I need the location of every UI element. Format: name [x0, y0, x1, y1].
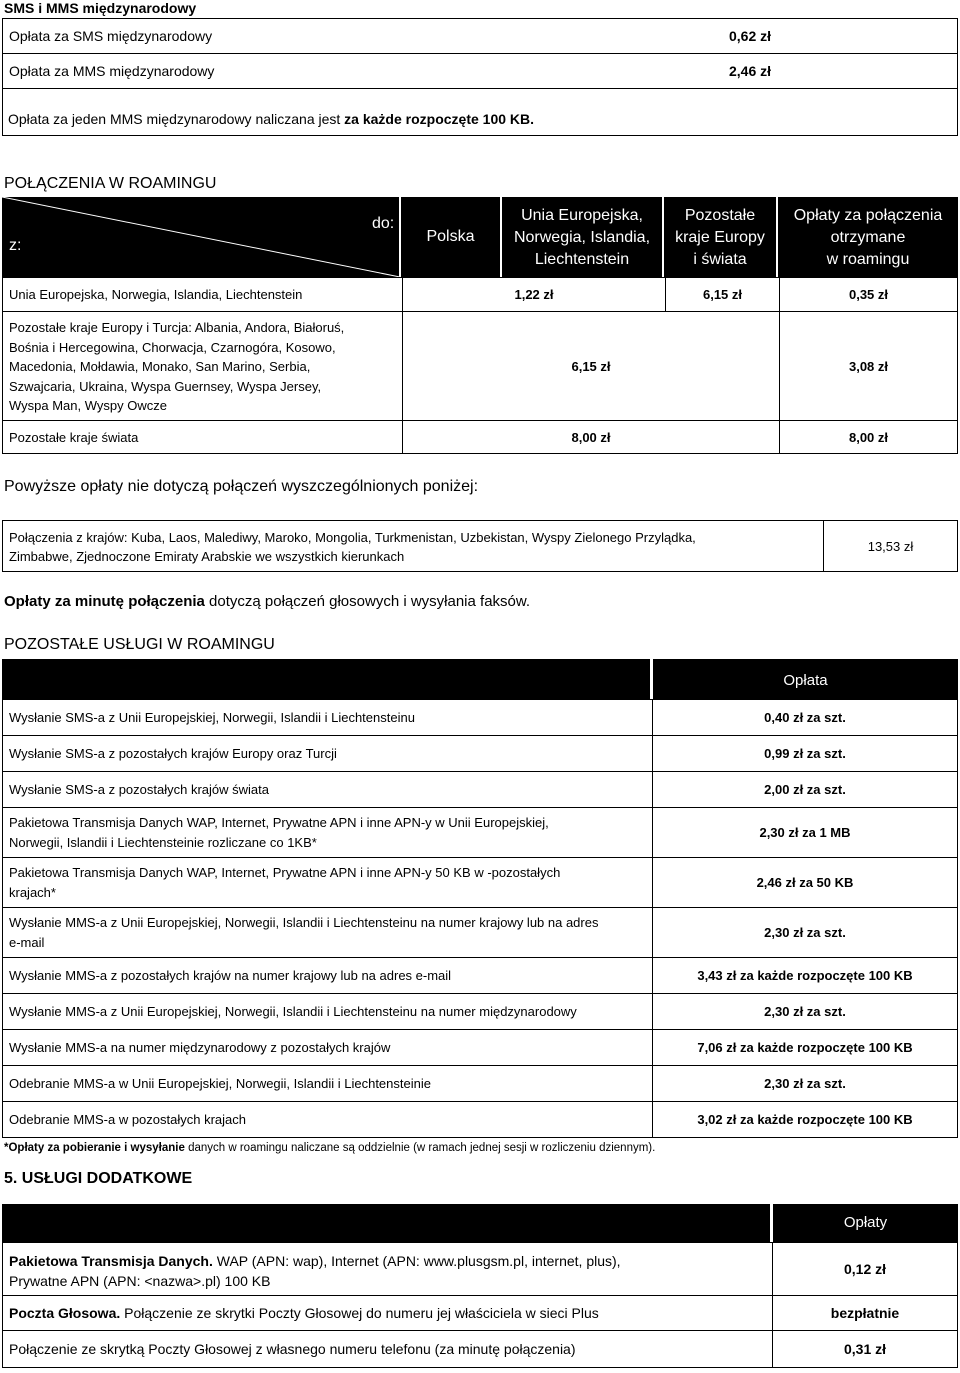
minute-note: Opłaty za minutę połączenia dotyczą połączeń głosowych i wysyłania faksów. [4, 593, 531, 610]
header-ue: Unia Europejska, Norwegia, Islandia, Liechtenstein [513, 207, 651, 268]
extra-row-data-fee: 0,12 zł [772, 1242, 958, 1296]
services-header-fee: Opłata [653, 659, 958, 699]
services-row-label: Pakietowa Transmisja Danych WAP, Internet, Prywatne APN i inne APN-y w Unii Europejskiej, Norwegii, Islandii i Liechtensteinie rozliczane co 1KB* [2, 807, 653, 858]
roaming-row-ue-polska: 1,22 zł [402, 277, 666, 312]
header-other: Pozostałe kraje Europy i świata [675, 207, 765, 268]
roaming-row-europe-received: 3,08 zł [779, 311, 958, 421]
extra-header-left [2, 1204, 770, 1242]
services-row-fee: 2,30 zł za szt. [652, 907, 958, 958]
services-row-label: Wysłanie MMS-a z Unii Europejskiej, Norwegii, Islandii i Liechtensteinu na numer krajowy lub na adres e-mail [2, 907, 653, 958]
services-row-fee: 7,06 zł za każde rozpoczęte 100 KB [652, 1029, 958, 1066]
extra-row-data: Pakietowa Transmisja Danych. WAP (APN: wap), Internet (APN: www.plusgsm.pl, internet, plus), Prywatne APN (APN: <nazwa>.pl) 100 KB [2, 1242, 773, 1296]
mms-label: Opłata za MMS międzynarodowy [9, 63, 215, 79]
roaming-header [2, 197, 958, 277]
services-row-fee: 3,43 zł za każde rozpoczęte 100 KB [652, 957, 958, 994]
roaming-row-ue-label: Unia Europejska, Norwegia, Islandia, Liechtenstein [2, 277, 403, 312]
header-from: z: [9, 237, 22, 254]
extra-row-voicemail: Poczta Głosowa. Połączenie ze skrytki Poczty Głosowej do numeru jej właściciela w sieci Plus [2, 1295, 773, 1331]
header-received: Opłaty za połączenia otrzymane w roamingu [793, 207, 943, 268]
sms-value: 0,62 zł [729, 28, 772, 44]
mms-row [2, 53, 958, 89]
services-title: POZOSTAŁE USŁUGI W ROAMINGU [4, 636, 275, 653]
extra-row-voicemail-own-fee: 0,31 zł [772, 1330, 958, 1368]
services-row-fee: 2,00 zł za szt. [652, 771, 958, 808]
services-row-label: Wysłanie SMS-a z pozostałych krajów Europy oraz Turcji [2, 735, 653, 772]
services-row-fee: 2,30 zł za szt. [652, 993, 958, 1030]
services-header-left [2, 659, 650, 699]
roaming-title: POŁĄCZENIA W ROAMINGU [4, 175, 217, 192]
services-footnote: *Opłaty za pobieranie i wysyłanie danych w roamingu naliczane są oddzielnie (w ramach jednej sesji w rozliczeniu dziennym). [4, 1142, 656, 1154]
exception-note: Powyższe opłaty nie dotyczą połączeń wyszczególnionych poniżej: [4, 478, 479, 495]
roaming-row-europe-label: Pozostałe kraje Europy i Turcja: Albania, Andora, Białoruś, Bośnia i Hercegowina, Chorwacja, Czarnogóra, Kosowo, Macedonia, Mołdawia, Monako, San Marino, Serbia, Szwajcaria, Ukraina, Wyspa Guernsey, Wyspa Jersey, Wyspa Man, Wyspy Owcze [2, 311, 403, 421]
sms-mms-title: SMS i MMS międzynarodowy [4, 0, 197, 16]
mms-value: 2,46 zł [729, 63, 772, 79]
exception-value: 13,53 zł [823, 520, 958, 572]
extra-header-fee: Opłaty [773, 1204, 958, 1242]
extra-row-voicemail-own: Połączenie ze skrytką Poczty Głosowej z własnego numeru telefonu (za minutę połączenia) [2, 1330, 773, 1368]
header-diagonal [2, 197, 400, 277]
services-row-label: Wysłanie SMS-a z pozostałych krajów świata [2, 771, 653, 808]
sms-label: Opłata za SMS międzynarodowy [9, 28, 213, 44]
services-row-label: Odebranie MMS-a w Unii Europejskiej, Norwegii, Islandii i Liechtensteinie [2, 1065, 653, 1102]
services-row-fee: 2,30 zł za 1 MB [652, 807, 958, 858]
services-row-label: Wysłanie MMS-a na numer międzynarodowy z pozostałych krajów [2, 1029, 653, 1066]
sms-row [2, 18, 958, 54]
roaming-row-ue-other: 6,15 zł [665, 277, 780, 312]
extra-row-voicemail-fee: bezpłatnie [772, 1295, 958, 1331]
services-row-label: Pakietowa Transmisja Danych WAP, Internet, Prywatne APN i inne APN-y 50 KB w -pozostałych krajach* [2, 857, 653, 908]
header-to: do: [372, 215, 395, 232]
services-row-fee: 2,46 zł za 50 KB [652, 857, 958, 908]
services-row-label: Wysłanie MMS-a z Unii Europejskiej, Norwegii, Islandii i Liechtensteinu na numer międzynarodowy [2, 993, 653, 1030]
services-row-label: Wysłanie MMS-a z pozostałych krajów na numer krajowy lub na adres e-mail [2, 957, 653, 994]
roaming-row-world-label: Pozostałe kraje świata [2, 420, 403, 454]
extra-title: 5. USŁUGI DODATKOWE [4, 1170, 193, 1187]
header-polska: Polska [426, 228, 475, 245]
roaming-row-europe-rate: 6,15 zł [402, 311, 780, 421]
roaming-row-world-received: 8,00 zł [779, 420, 958, 454]
services-row-label: Wysłanie SMS-a z Unii Europejskiej, Norwegii, Islandii i Liechtensteinu [2, 699, 653, 736]
roaming-row-world-rate: 8,00 zł [402, 420, 780, 454]
services-row-fee: 0,40 zł za szt. [652, 699, 958, 736]
mms-note: Opłata za jeden MMS międzynarodowy naliczana jest za każde rozpoczęte 100 KB. [8, 111, 535, 127]
services-row-label: Odebranie MMS-a w pozostałych krajach [2, 1101, 653, 1138]
services-row-fee: 0,99 zł za szt. [652, 735, 958, 772]
services-row-fee: 2,30 zł za szt. [652, 1065, 958, 1102]
services-row-fee: 3,02 zł za każde rozpoczęte 100 KB [652, 1101, 958, 1138]
exception-countries: Połączenia z krajów: Kuba, Laos, Malediwy, Maroko, Mongolia, Turkmenistan, Uzbekistan, Wyspy Zielonego Przylądka, Zimbabwe, Zjednoczone Emiraty Arabskie we wszystkich kierunkach [2, 520, 824, 572]
roaming-row-ue-received: 0,35 zł [779, 277, 958, 312]
